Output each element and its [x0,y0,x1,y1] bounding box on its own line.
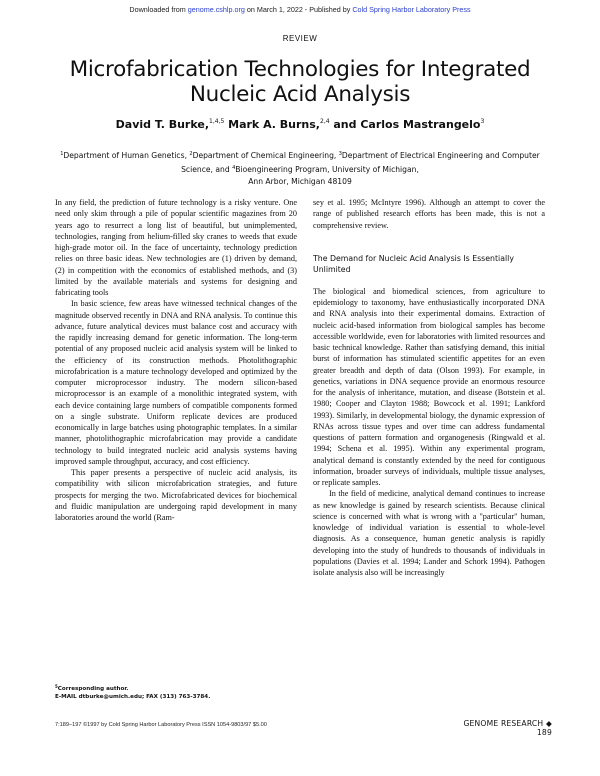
author-name: Mark A. Burns, [224,118,320,131]
affiliations [60,148,540,188]
author-name: and Carlos Mastrangelo [329,118,481,131]
paragraph: This paper presents a perspective of nucleic acid analysis, its compatibility with silicon microfabrication strategies, and future prospects for merging the two. Microfabricated devices for biochemical and fluidic manipulation are undergoing rapid development in many laboratories around the world (Ram- [55,468,297,522]
affiliation-mark: 3 [338,151,342,157]
author-name: David T. Burke, [115,118,210,131]
author-affiliation-mark: 2,4 [320,118,330,125]
journal-page-number: GENOME RESEARCH ◆ 189 [463,719,552,737]
copyright-line: 7:189–197 ©1997 by Cold Spring Harbor Laboratory Press ISSN 1054-9803/97 $5.00 [55,722,267,728]
right-column [313,197,545,578]
affiliation-mark: 4 [232,165,236,171]
section-heading: The Demand for Nucleic Acid Analysis Is Essentially Unlimited [313,253,514,274]
affiliation-mark: 2 [189,151,193,157]
download-middle: on March 1, 2022 - Published by [244,5,353,14]
paragraph: sey et al. 1995; McIntyre 1996). Although an attempt to cover the range of published research efforts has been made, this is not a comprehensive review. [313,198,545,230]
footnote-text: Corresponding author. [57,686,129,692]
article-title [0,57,600,107]
genome-site-link[interactable]: genome.cshlp.org [187,5,245,14]
publisher-link[interactable]: Cold Spring Harbor Laboratory Press [352,5,471,14]
download-prefix: Downloaded from [129,5,188,14]
title-line-1: Microfabrication Technologies for Integrated [69,57,531,82]
affiliation-text: Department of Human Genetics, [63,151,190,160]
paragraph: In basic science, few areas have witnessed technical changes of the magnitude observed recently in DNA and RNA analysis. To continue this advance, future analytical devices must balance cost and accuracy with the rapidly increasing demand for genetic information. The long-term potential of any proposed nucleic acid analysis system will be linked to the efficiency of its construction methods. Photolithographic microfabrication is a mature technology developed and optimized by the computer microprocessor industry. The modern silicon-based microprocessor is an example of a monolithic integrated system, with each device containing large numbers of compatible components formed on a single substrate. Uniform replicate devices are produced economically in large batches using photographic templates. In a similar manner, photolithographic microfabrication may provide a candidate technology to build integrated nucleic acid analysis systems having improved sample throughput, accuracy, and cost efficiency. [55,299,297,466]
title-line-2: Nucleic Acid Analysis [189,82,411,107]
affiliation-line-2: Ann Arbor, Michigan 48109 [248,177,352,186]
affiliation-line-1 [60,148,540,176]
paragraph: The biological and biomedical sciences, from agriculture to epidemiology to taxonomy, have enthusiastically incorporated DNA and RNA analysis into their experimental domains. Extraction of nucleic acid-based information from biological samples has become accessible worldwide, even for laboratories with limited resources and basic technical knowledge. Rather than satisfying demand, this initial burst of information has stimulated scientific appetites for an even greater breadth and depth of data (Olson 1993). For example, in genetics, variations in DNA sequence provide an enormous resource for the analysis of inheritance, mutation, and disease (Botstein et al. 1980; Cooper and Clayton 1988; Bowcock et al. 1991; Lankford 1993). Similarly, in developmental biology, the dynamic expression of RNAs across tissue types and over time can address fundamental questions of pattern formation and organogenesis (Ringwald et al. 1994; Schena et al. 1995). Within any experimental program, analytical demand is constantly extended by the need for contiguous information, broader surveys of individuals, multiple tissue analyses, or replicate samples. [313,286,545,487]
footnote-contact: E-MAIL dtburke@umich.edu; FAX (313) 763-3784. [55,694,211,700]
affiliation-text: Department of Electrical Engineering and Computer Science, and [181,151,540,174]
affiliation-mark: 1 [60,151,64,157]
paragraph: In any field, the prediction of future technology is a risky venture. One need only skim through a pile of popular scientific magazines from 20 years ago to resurrect a long list of beautiful, but unimplemented, technologies, ranging from helium-filled sky cranes to weeds that exude high-grade motor oil. In the face of uncertainty, technology prediction relies on three basic ideas. New technologies are (1) driven by demand, (2) in competition with the economics of established methods, and (3) limited by the available materials and systems for designing and fabricating tools [55,198,297,297]
article-type-label: REVIEW [282,34,318,43]
left-column [55,197,297,523]
affiliation-text: Bioengineering Program, University of Michigan, [235,165,419,174]
download-notice [0,5,600,14]
affiliation-text: Department of Chemical Engineering, [192,151,339,160]
author-affiliation-mark: 3 [480,118,485,125]
corresponding-author-footnote [55,683,295,701]
author-list [0,118,600,131]
footnote-line-1 [55,683,295,693]
author-affiliation-mark: 1,4,5 [209,118,225,125]
footnote-mark: 5 [55,684,58,689]
paragraph: In the field of medicine, analytical demand continues to increase as new knowledge is gained by research scientists. Because clinical science is concerned with what is wrong with a "particular" human, knowledge of individual variation is essential to whole-level diagnosis. As a consequence, human genetic analysis is rapidly developing into the study of hundreds to thousands of individuals in populations (Davies et al. 1994; Lander and Schork 1994). Pathogen isolate analysis also will be increasingly [313,489,545,577]
